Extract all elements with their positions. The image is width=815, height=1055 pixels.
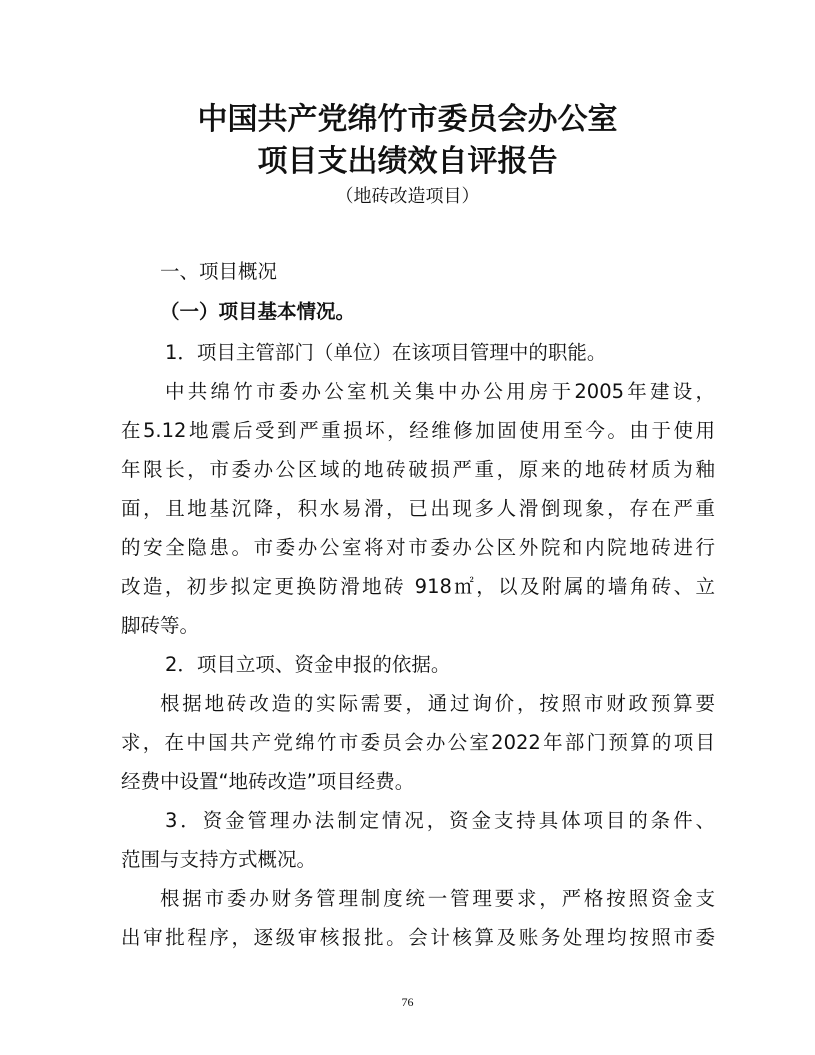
item-heading-2: 2．项目立项、资金申报的依据。 [165,653,451,676]
paragraph-line: 脚砖等。 [121,614,200,637]
report-title-line-2: 项目支出绩效自评报告 [257,144,558,179]
item-heading-3-cont: 范围与支持方式概况。 [121,848,317,871]
report-title-line-1: 中国共产党绵竹市委员会办公室 [197,102,618,137]
section-heading-overview: 一、项目概况 [160,260,278,283]
paragraph-line: 出审批程序，逐级审核报批。会计核算及账务处理均按照市委 [121,926,715,949]
paragraph-line: 改造，初步拟定更换防滑地砖 918㎡，以及附属的墙角砖、立 [121,575,715,598]
page-number: 76 [401,995,414,1009]
subsection-heading-basic-info: （一）项目基本情况。 [160,300,356,323]
paragraph-line: 求，在中国共产党绵竹市委员会办公室2022年部门预算的项目 [121,731,715,754]
paragraph-line: 面，且地基沉降，积水易滑，已出现多人滑倒现象，存在严重 [121,497,715,520]
paragraph-line: 的安全隐患。市委办公室将对市委办公区外院和内院地砖进行 [121,536,715,559]
report-subtitle: （地砖改造项目） [335,186,480,207]
item-heading-1: 1．项目主管部门（单位）在该项目管理中的职能。 [165,341,607,364]
item-heading-3: 3．资金管理办法制定情况，资金支持具体项目的条件、 [165,809,715,832]
paragraph-line: 年限长，市委办公区域的地砖破损严重，原来的地砖材质为釉 [121,458,715,481]
paragraph-line: 在5.12地震后受到严重损坏，经维修加固使用至今。由于使用 [121,419,715,442]
paragraph-line: 中共绵竹市委办公室机关集中办公用房于2005年建设， [165,380,715,403]
paragraph-line: 经费中设置“地砖改造”项目经费。 [121,770,415,793]
paragraph-line: 根据地砖改造的实际需要，通过询价，按照市财政预算要 [160,692,715,715]
paragraph-line: 根据市委办财务管理制度统一管理要求，严格按照资金支 [160,887,715,910]
